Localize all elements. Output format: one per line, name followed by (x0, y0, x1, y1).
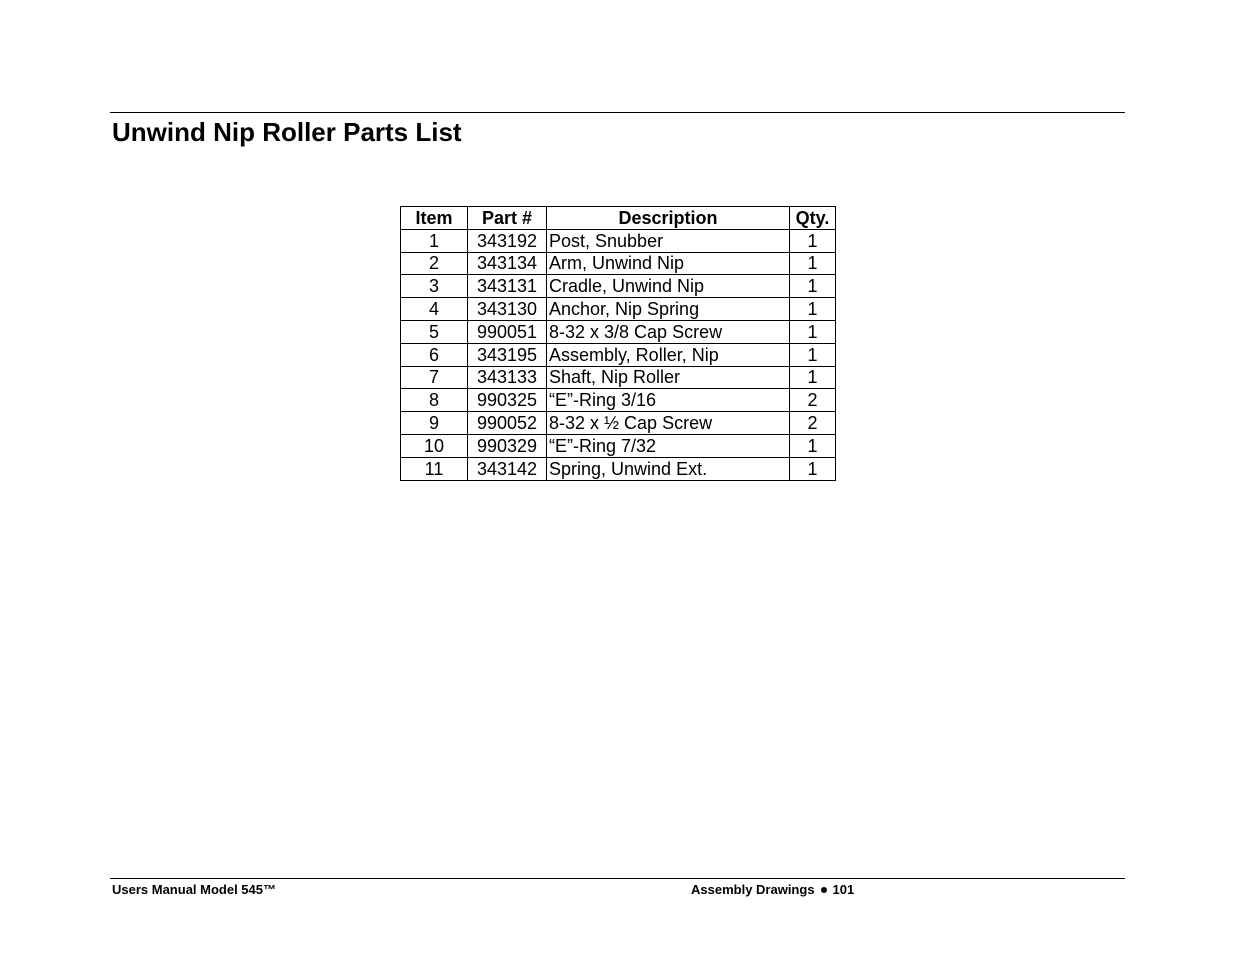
table-row (401, 343, 836, 366)
quantity-cell: 1 (790, 298, 836, 321)
page-title: Unwind Nip Roller Parts List (112, 117, 462, 147)
table-row (401, 412, 836, 435)
quantity-cell: 1 (790, 457, 836, 480)
item-cell: 2 (401, 252, 468, 275)
part-number-cell: 343130 (468, 298, 547, 321)
part-number-cell: 343192 (468, 229, 547, 252)
column-header-description: Description (547, 207, 790, 230)
footer-section: Assembly Drawings (691, 882, 815, 897)
item-cell: 1 (401, 229, 468, 252)
description-cell: Post, Snubber (547, 229, 790, 252)
column-header-quantity: Qty. (790, 207, 836, 230)
part-number-cell: 990329 (468, 434, 547, 457)
table-row (401, 252, 836, 275)
quantity-cell: 1 (790, 275, 836, 298)
table-row (401, 366, 836, 389)
item-cell: 9 (401, 412, 468, 435)
part-number-cell: 343134 (468, 252, 547, 275)
description-cell: Assembly, Roller, Nip (547, 343, 790, 366)
part-number-cell: 990325 (468, 389, 547, 412)
description-cell: Shaft, Nip Roller (547, 366, 790, 389)
quantity-cell: 1 (790, 434, 836, 457)
footer-page-number: 101 (832, 882, 855, 897)
part-number-cell: 990051 (468, 320, 547, 343)
item-cell: 8 (401, 389, 468, 412)
item-cell: 3 (401, 275, 468, 298)
table-row (401, 434, 836, 457)
table-row (401, 320, 836, 343)
description-cell: 8-32 x ½ Cap Screw (547, 412, 790, 435)
part-number-cell: 343131 (468, 275, 547, 298)
part-number-cell: 990052 (468, 412, 547, 435)
footer-rule (110, 878, 1125, 879)
quantity-cell: 1 (790, 229, 836, 252)
item-cell: 7 (401, 366, 468, 389)
description-cell: Anchor, Nip Spring (547, 298, 790, 321)
part-number-cell: 343195 (468, 343, 547, 366)
quantity-cell: 1 (790, 366, 836, 389)
column-header-item: Item (401, 207, 468, 230)
bullet-icon (821, 887, 827, 893)
part-number-cell: 343133 (468, 366, 547, 389)
quantity-cell: 2 (790, 389, 836, 412)
footer-manual-title: Users Manual Model 545™ (112, 882, 276, 897)
footer-page-info (691, 882, 854, 897)
quantity-cell: 1 (790, 320, 836, 343)
item-cell: 4 (401, 298, 468, 321)
quantity-cell: 1 (790, 343, 836, 366)
item-cell: 11 (401, 457, 468, 480)
item-cell: 10 (401, 434, 468, 457)
parts-table (400, 206, 836, 481)
description-cell: 8-32 x 3/8 Cap Screw (547, 320, 790, 343)
part-number-cell: 343142 (468, 457, 547, 480)
column-header-part-number: Part # (468, 207, 547, 230)
table-row (401, 275, 836, 298)
table-row (401, 389, 836, 412)
quantity-cell: 2 (790, 412, 836, 435)
quantity-cell: 1 (790, 252, 836, 275)
description-cell: “E”-Ring 7/32 (547, 434, 790, 457)
description-cell: Cradle, Unwind Nip (547, 275, 790, 298)
header-rule (110, 112, 1125, 113)
table-row (401, 457, 836, 480)
description-cell: Spring, Unwind Ext. (547, 457, 790, 480)
item-cell: 5 (401, 320, 468, 343)
table-row (401, 298, 836, 321)
description-cell: “E”-Ring 3/16 (547, 389, 790, 412)
item-cell: 6 (401, 343, 468, 366)
table-row (401, 229, 836, 252)
description-cell: Arm, Unwind Nip (547, 252, 790, 275)
table-header-row (401, 207, 836, 230)
